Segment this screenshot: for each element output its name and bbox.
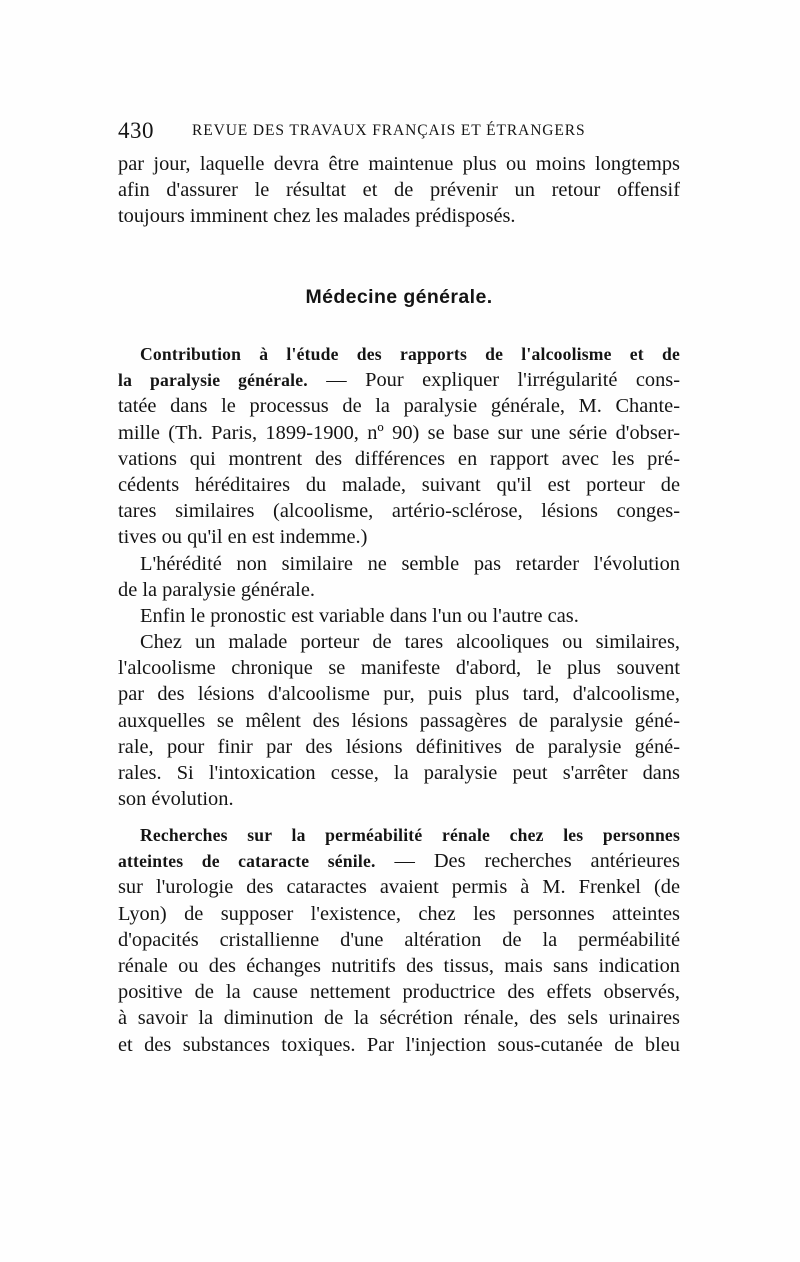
text-line: sur l'urologie des cataractes avaient permis à M. Frenkel (de bbox=[118, 876, 680, 899]
journal-title: REVUE DES TRAVAUX FRANÇAIS ET ÉTRANGERS bbox=[192, 122, 586, 139]
text-line: d'opacités cristallienne d'une altération de la perméabilité bbox=[118, 928, 680, 951]
text-line: L'hérédité non similaire ne semble pas retarder l'évolution bbox=[140, 552, 680, 575]
text-line: cédents héréditaires du malade, suivant qu'il est porteur de bbox=[118, 473, 680, 496]
text-line: l'alcoolisme chronique se manifeste d'abord, le plus souvent bbox=[118, 657, 680, 680]
text-line: auxquelles se mêlent des lésions passagères de paralysie géné- bbox=[118, 709, 680, 732]
text-line: tares similaires (alcoolisme, artério-sclérose, lésions conges- bbox=[118, 500, 680, 523]
text-line bbox=[118, 367, 680, 393]
text-run: — Pour expliquer l'irrégularité cons- bbox=[307, 369, 680, 392]
text-run: — Des recherches antérieures bbox=[375, 850, 680, 873]
article-heading-end: la paralysie générale. bbox=[118, 370, 308, 391]
text-line: rales. Si l'intoxication cesse, la paralysie peut s'arrêter dans bbox=[118, 762, 680, 784]
text-line: à savoir la diminution de la sécrétion rénale, des sels urinaires bbox=[118, 1007, 680, 1030]
text-line: par des lésions d'alcoolisme pur, puis plus tard, d'alcoolisme, bbox=[118, 683, 680, 706]
article-heading-end: atteintes de cataracte sénile. bbox=[118, 851, 376, 872]
text-line: Lyon) de supposer l'existence, chez les personnes atteintes bbox=[118, 902, 680, 925]
page-number: 430 bbox=[118, 118, 154, 143]
article-alcoolisme-paralysie bbox=[118, 341, 680, 812]
text-line: vations qui montrent des différences en rapport avec les pré- bbox=[118, 447, 680, 470]
text-line: mille (Th. Paris, 1899-1900, nº 90) se base sur une série d'obser- bbox=[118, 421, 680, 444]
text-line: rale, pour finir par des lésions définitives de paralysie géné- bbox=[118, 735, 680, 758]
text-line: son évolution. bbox=[118, 788, 234, 811]
text-line: de la paralysie générale. bbox=[118, 578, 315, 601]
running-head bbox=[118, 116, 680, 146]
text-line: positive de la cause nettement productrice des effets observés, bbox=[118, 981, 680, 1004]
text-line: afin d'assurer le résultat et de prévenir un retour offensif bbox=[118, 179, 680, 202]
text-line: Enfin le pronostic est variable dans l'un ou l'autre cas. bbox=[140, 604, 579, 627]
text-line bbox=[118, 848, 680, 874]
section-title: Médecine générale. bbox=[305, 286, 493, 308]
article-heading: Recherches sur la perméabilité rénale chez les personnes bbox=[140, 825, 680, 845]
text-line: tatée dans le processus de la paralysie générale, M. Chante- bbox=[118, 395, 680, 418]
text-line: toujours imminent chez les malades prédisposés. bbox=[118, 205, 516, 228]
text-line: tives ou qu'il en est indemme.) bbox=[118, 526, 368, 549]
intro-paragraph bbox=[118, 151, 680, 230]
text-line: par jour, laquelle devra être maintenue plus ou moins longtemps bbox=[118, 153, 680, 175]
article-permeabilite-renale bbox=[118, 822, 680, 1058]
text-line: et des substances toxiques. Par l'injection sous-cutanée de bleu bbox=[118, 1033, 680, 1056]
article-heading: Contribution à l'étude des rapports de l'alcoolisme et de bbox=[140, 344, 680, 364]
text-line: rénale ou des échanges nutritifs des tissus, mais sans indication bbox=[118, 954, 680, 977]
text-line: Chez un malade porteur de tares alcooliques ou similaires, bbox=[140, 631, 680, 654]
